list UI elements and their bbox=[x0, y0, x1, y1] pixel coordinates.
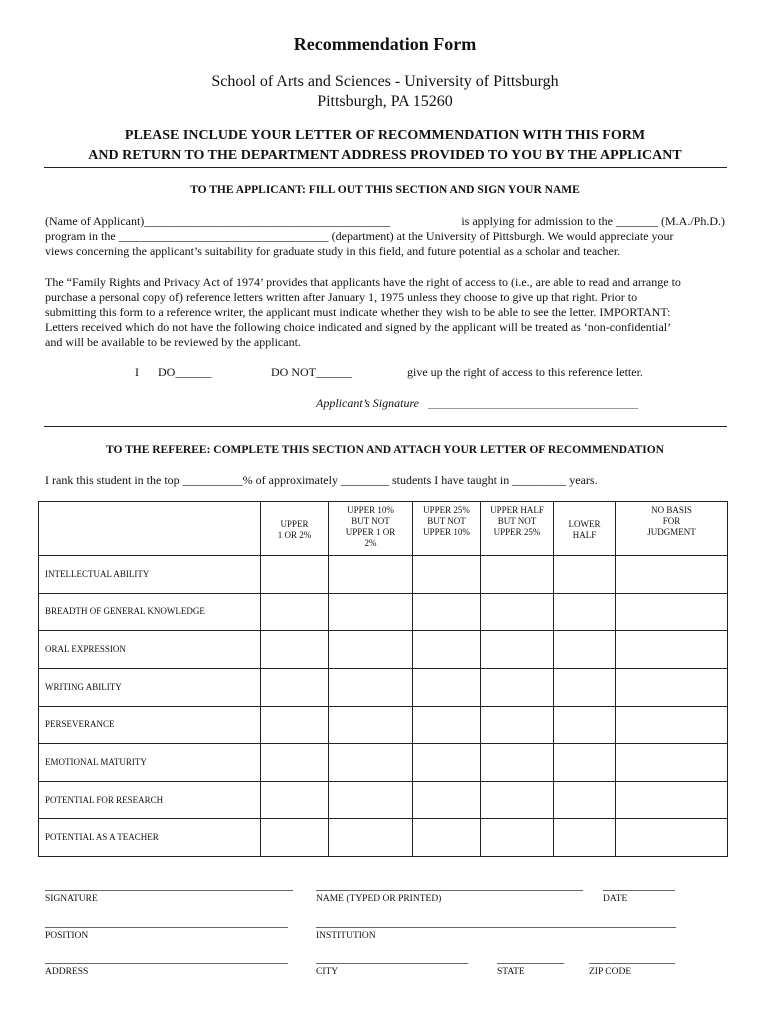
instruction-line-1: PLEASE INCLUDE YOUR LETTER OF RECOMMENDATION WITH THIS FORM bbox=[124, 128, 646, 143]
col-header-no-basis: NO BASIS FOR JUDGMENT bbox=[616, 502, 728, 556]
col-header-upper-half: UPPER HALF BUT NOT UPPER 25% bbox=[481, 502, 554, 556]
rating-cell[interactable] bbox=[616, 668, 728, 706]
address-line[interactable] bbox=[45, 963, 288, 964]
school-city: Pittsburgh, PA 15260 bbox=[317, 93, 453, 110]
rating-cell[interactable] bbox=[554, 631, 616, 669]
row-label-potential-research: POTENTIAL FOR RESEARCH bbox=[39, 781, 261, 819]
row-label-potential-teacher: POTENTIAL AS A TEACHER bbox=[39, 819, 261, 857]
privacy-line-3: submitting this form to a reference writer, the applicant must indicate whether they wish to be able to see the letter. IMPORTANT: bbox=[45, 305, 671, 319]
date-line[interactable] bbox=[603, 890, 675, 891]
rating-cell[interactable] bbox=[616, 631, 728, 669]
zip-line[interactable] bbox=[589, 963, 675, 964]
degree-field[interactable]: is applying for admission to the _______ (M.A./Ph.D.) bbox=[461, 214, 725, 228]
applicant-paragraph-2 bbox=[45, 275, 725, 350]
row-label-emotional-maturity: EMOTIONAL MATURITY bbox=[39, 744, 261, 782]
col-header-lower-half: LOWER HALF bbox=[554, 502, 616, 556]
state-label: STATE bbox=[497, 967, 525, 977]
position-label: POSITION bbox=[45, 931, 89, 941]
col-header-upper-1-2: UPPER 1 OR 2% bbox=[261, 502, 329, 556]
institution-label: INSTITUTION bbox=[316, 931, 376, 941]
referee-section-heading: TO THE REFEREE: COMPLETE THIS SECTION AND ATTACH YOUR LETTER OF RECOMMENDATION bbox=[106, 444, 664, 456]
applicant-signature-label: Applicant’s Signature bbox=[316, 396, 419, 410]
rating-cell[interactable] bbox=[413, 781, 481, 819]
rating-cell[interactable] bbox=[481, 744, 554, 782]
instruction-line-2: AND RETURN TO THE DEPARTMENT ADDRESS PROVIDED TO YOU BY THE APPLICANT bbox=[88, 148, 682, 163]
table-header-row bbox=[39, 502, 728, 556]
table-row bbox=[39, 556, 728, 594]
rating-cell[interactable] bbox=[616, 819, 728, 857]
rating-cell[interactable] bbox=[616, 556, 728, 594]
rating-cell[interactable] bbox=[261, 668, 329, 706]
privacy-line-1: The “Family Rights and Privacy Act of 1974’ provides that applicants have the right of access to (i.e., are able to read and arrange to bbox=[45, 275, 681, 289]
col-header-upper-10: UPPER 10% BUT NOT UPPER 1 OR 2% bbox=[329, 502, 413, 556]
rating-cell[interactable] bbox=[329, 668, 413, 706]
divider-top bbox=[44, 167, 727, 168]
rating-cell[interactable] bbox=[413, 556, 481, 594]
rating-cell[interactable] bbox=[554, 556, 616, 594]
applicant-section-heading: TO THE APPLICANT: FILL OUT THIS SECTION AND SIGN YOUR NAME bbox=[190, 184, 580, 196]
form-title: Recommendation Form bbox=[293, 34, 477, 54]
rating-cell[interactable] bbox=[413, 744, 481, 782]
position-line[interactable] bbox=[45, 927, 288, 928]
rating-table bbox=[38, 501, 728, 857]
rating-cell[interactable] bbox=[554, 706, 616, 744]
date-label: DATE bbox=[603, 894, 628, 904]
privacy-line-4: Letters received which do not have the following choice indicated and signed by the applicant will be treated as ‘non-confidential’ bbox=[45, 320, 672, 334]
rating-cell[interactable] bbox=[261, 556, 329, 594]
table-row bbox=[39, 668, 728, 706]
rating-cell[interactable] bbox=[481, 556, 554, 594]
divider-middle bbox=[44, 426, 727, 427]
name-line[interactable] bbox=[316, 890, 583, 891]
choice-i-label: I bbox=[135, 365, 139, 379]
choice-do-not-field[interactable]: DO NOT______ bbox=[271, 365, 352, 379]
applicant-name-field[interactable]: (Name of Applicant)_________________________________________ bbox=[45, 214, 391, 228]
rating-cell[interactable] bbox=[261, 706, 329, 744]
rank-line[interactable]: I rank this student in the top __________% of approximately ________ students I have taught in _________ years. bbox=[45, 473, 598, 487]
table-row bbox=[39, 744, 728, 782]
header-corner-cell bbox=[39, 502, 261, 556]
privacy-line-2: purchase a personal copy of) reference letters written after January 1, 1975 unless they choose to give up that right. Prior to bbox=[45, 290, 638, 304]
row-label-perseverance: PERSEVERANCE bbox=[39, 706, 261, 744]
signature-line[interactable] bbox=[45, 890, 293, 891]
choice-do-field[interactable]: DO______ bbox=[158, 365, 212, 379]
institution-line[interactable] bbox=[316, 927, 676, 928]
rating-cell[interactable] bbox=[413, 819, 481, 857]
rating-cell[interactable] bbox=[329, 593, 413, 631]
rating-cell[interactable] bbox=[261, 781, 329, 819]
rating-cell[interactable] bbox=[616, 706, 728, 744]
rating-cell[interactable] bbox=[329, 819, 413, 857]
col-header-upper-25: UPPER 25% BUT NOT UPPER 10% bbox=[413, 502, 481, 556]
row-label-intellectual-ability: INTELLECTUAL ABILITY bbox=[39, 556, 261, 594]
table-row bbox=[39, 631, 728, 669]
rating-cell[interactable] bbox=[554, 744, 616, 782]
row-label-oral-expression: ORAL EXPRESSION bbox=[39, 631, 261, 669]
rating-cell[interactable] bbox=[329, 556, 413, 594]
rating-cell[interactable] bbox=[329, 781, 413, 819]
rating-cell[interactable] bbox=[329, 631, 413, 669]
zip-label: ZIP CODE bbox=[589, 967, 632, 977]
rating-cell[interactable] bbox=[481, 819, 554, 857]
table-row bbox=[39, 781, 728, 819]
para1-line-3: views concerning the applicant’s suitability for graduate study in this field, and future potential as a scholar and teacher. bbox=[45, 244, 621, 258]
rating-cell[interactable] bbox=[261, 593, 329, 631]
rating-cell[interactable] bbox=[261, 819, 329, 857]
state-line[interactable] bbox=[497, 963, 564, 964]
rating-cell[interactable] bbox=[554, 781, 616, 819]
rating-cell[interactable] bbox=[616, 781, 728, 819]
rating-cell[interactable] bbox=[481, 781, 554, 819]
applicant-signature-field[interactable]: ___________________________________ bbox=[428, 396, 638, 410]
rating-cell[interactable] bbox=[554, 668, 616, 706]
row-label-writing-ability: WRITING ABILITY bbox=[39, 668, 261, 706]
city-line[interactable] bbox=[316, 963, 468, 964]
rating-cell[interactable] bbox=[413, 631, 481, 669]
school-name: School of Arts and Sciences - University of Pittsburgh bbox=[211, 73, 559, 90]
address-label: ADDRESS bbox=[45, 967, 89, 977]
name-label: NAME (TYPED OR PRINTED) bbox=[316, 894, 442, 904]
rating-cell[interactable] bbox=[554, 593, 616, 631]
signature-label: SIGNATURE bbox=[45, 894, 98, 904]
city-label: CITY bbox=[316, 967, 339, 977]
rating-cell[interactable] bbox=[481, 706, 554, 744]
rating-cell[interactable] bbox=[481, 631, 554, 669]
table-row bbox=[39, 819, 728, 857]
rating-cell[interactable] bbox=[413, 706, 481, 744]
table-row bbox=[39, 593, 728, 631]
rating-cell[interactable] bbox=[261, 744, 329, 782]
rating-cell[interactable] bbox=[261, 631, 329, 669]
rating-cell[interactable] bbox=[616, 744, 728, 782]
rating-cell[interactable] bbox=[616, 593, 728, 631]
privacy-line-5: and will be available to be reviewed by the applicant. bbox=[45, 335, 301, 349]
rating-cell[interactable] bbox=[554, 819, 616, 857]
rating-cell[interactable] bbox=[481, 668, 554, 706]
choice-description: give up the right of access to this reference letter. bbox=[407, 365, 643, 379]
applicant-paragraph-1 bbox=[45, 214, 725, 259]
rating-cell[interactable] bbox=[329, 744, 413, 782]
row-label-general-knowledge: BREADTH OF GENERAL KNOWLEDGE bbox=[39, 593, 261, 631]
rating-cell[interactable] bbox=[413, 668, 481, 706]
rating-cell[interactable] bbox=[481, 593, 554, 631]
department-field[interactable]: program in the ___________________________________ (department) at the University of Pittsburgh. We would appreciate your bbox=[45, 229, 674, 243]
table-row bbox=[39, 706, 728, 744]
rating-cell[interactable] bbox=[329, 706, 413, 744]
rating-cell[interactable] bbox=[413, 593, 481, 631]
